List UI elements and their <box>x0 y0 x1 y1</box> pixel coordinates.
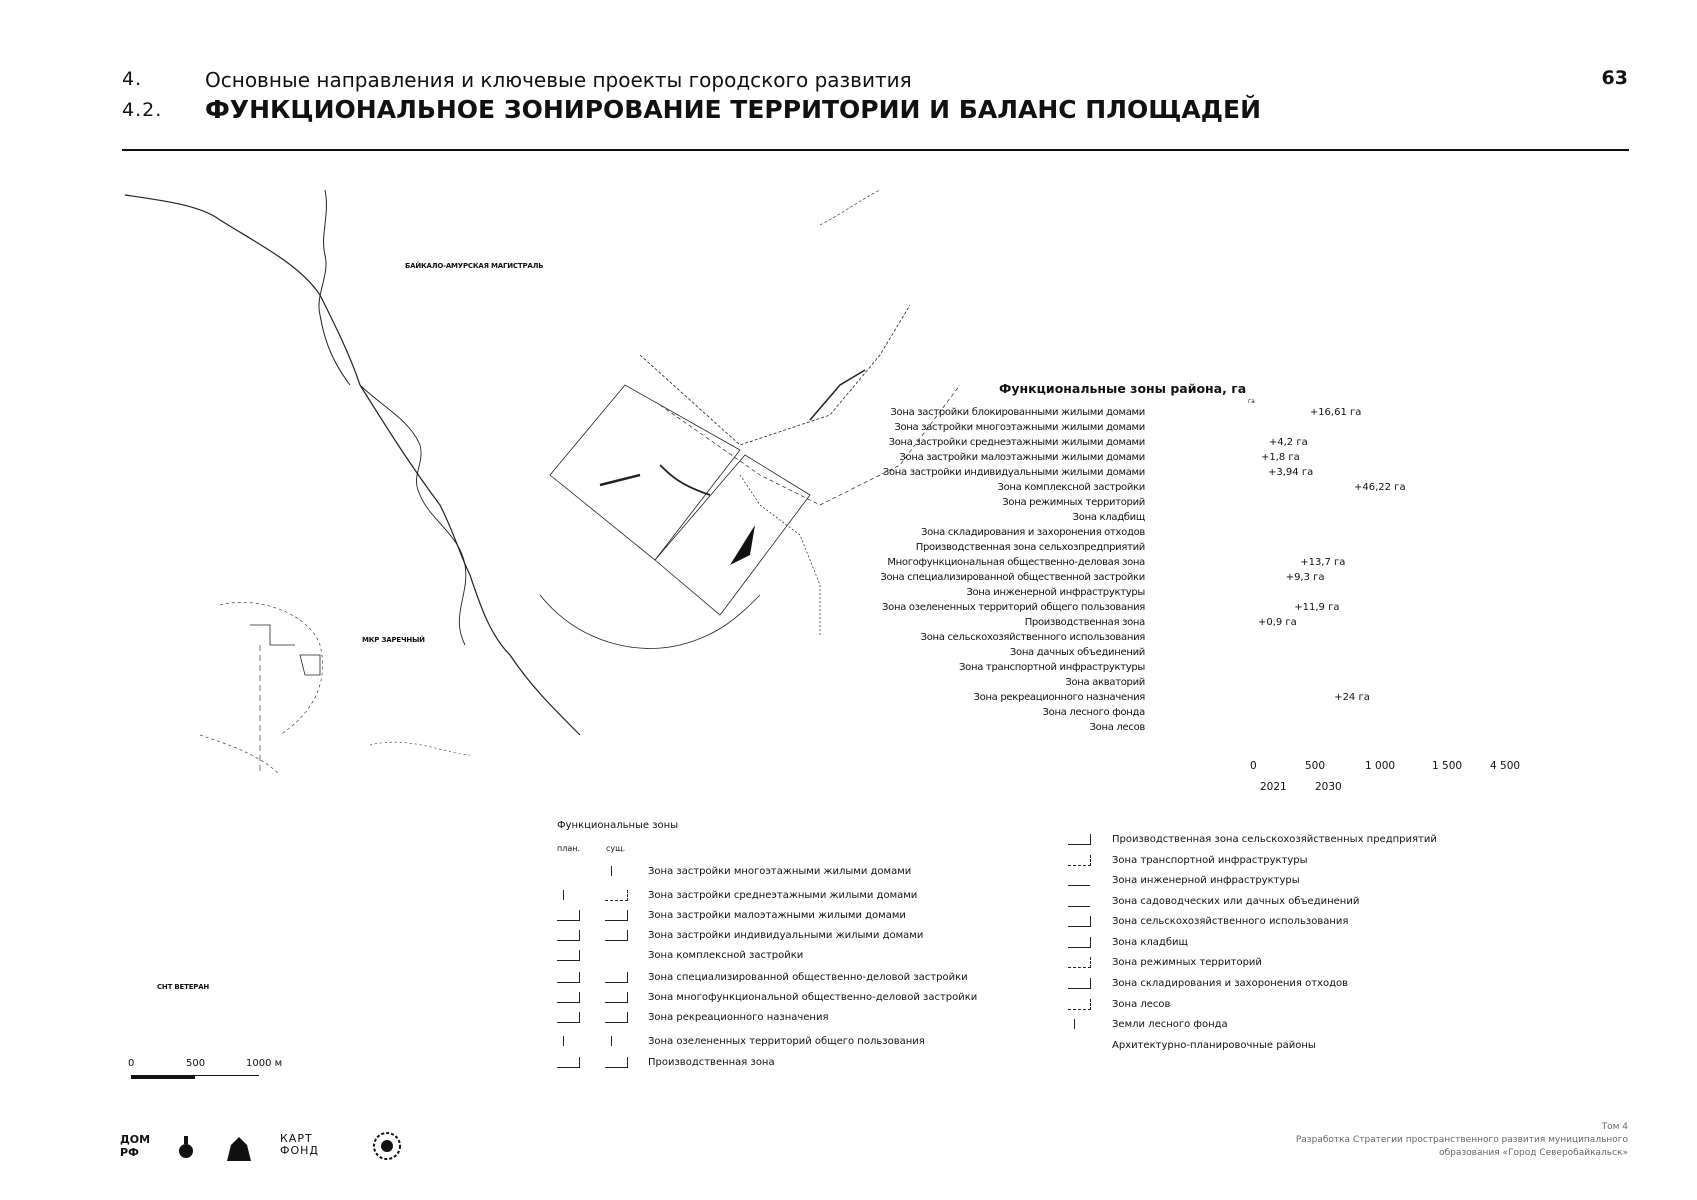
chart-category-label: Зона транспортной инфраструктуры <box>959 662 1145 673</box>
legend-swatch <box>605 972 628 983</box>
legend-item-label: Зона застройки индивидуальными жилыми домами <box>648 930 924 941</box>
chart-category-label: Зона сельскохозяйственного использования <box>920 632 1145 643</box>
legend-item <box>1068 1017 1548 1033</box>
legend-item <box>1068 914 1548 930</box>
chart-change-label: +16,61 га <box>1309 407 1362 418</box>
legend-item-label: Зона застройки малоэтажными жилыми домами <box>648 910 906 921</box>
legend-item <box>557 864 1007 880</box>
legend-col-plan: план. <box>557 844 581 853</box>
legend-item <box>1068 894 1548 910</box>
legend-swatch <box>557 1012 580 1023</box>
chart-row <box>882 600 1340 615</box>
chart-row <box>894 420 1245 435</box>
logo-kartfond: КАРТ ФОНД <box>280 1132 319 1157</box>
chart-category-label: Зона дачных объединений <box>1009 647 1145 658</box>
chart-row <box>882 465 1314 480</box>
legend-item <box>1068 832 1548 848</box>
scale-label-1000: 1000 м <box>246 1058 283 1069</box>
chart-x-tick: 0 <box>1250 760 1257 772</box>
chart-row <box>880 570 1325 585</box>
chart-legend-2021: 2021 <box>1260 781 1287 793</box>
chart-change-label: +9,3 га <box>1285 572 1325 583</box>
chart-category-label: Зона рекреационного назначения <box>973 692 1145 703</box>
legend-swatch <box>557 930 580 941</box>
legend-swatch <box>1068 1040 1090 1050</box>
legend-item-label: Зона сельскохозяйственного использования <box>1112 916 1349 927</box>
scale-label-500: 500 <box>186 1058 206 1069</box>
legend-swatch <box>605 1057 628 1068</box>
legend-swatch <box>557 1036 564 1046</box>
chart-row <box>900 540 1245 555</box>
header-divider <box>122 149 1629 151</box>
chart-category-label: Зона озелененных территорий общего пользования <box>882 602 1145 613</box>
chart-change-label: +11,9 га <box>1294 602 1340 613</box>
legend-item <box>557 928 1007 944</box>
chart-category-label: Зона застройки среднеэтажными жилыми домами <box>888 437 1145 448</box>
legend-swatch <box>605 890 628 901</box>
chart-category-label: Зона кладбищ <box>1072 512 1145 523</box>
chart-change-label: +4,2 га <box>1268 437 1308 448</box>
legend-swatch <box>1068 978 1091 989</box>
legend-swatch <box>1068 855 1091 866</box>
subsection-title: ФУНКЦИОНАЛЬНОЕ ЗОНИРОВАНИЕ ТЕРРИТОРИИ И БАЛАНС ПЛОЩАДЕЙ <box>205 95 1261 124</box>
legend-swatch <box>605 950 627 960</box>
scale-bar-segment <box>195 1075 259 1076</box>
chart-row <box>900 705 1245 720</box>
chart-unit-label: га <box>1248 398 1255 405</box>
legend-title: Функциональные зоны <box>557 820 679 831</box>
legend-item <box>557 948 1007 964</box>
legend-swatch <box>557 972 580 983</box>
chart-row <box>900 720 1245 735</box>
section-title: Основные направления и ключевые проекты городского развития <box>205 68 912 92</box>
chart-title: Функциональные зоны района, га <box>999 381 1247 396</box>
legend-item-label: Зона складирования и захоронения отходов <box>1112 978 1349 989</box>
legend-item <box>1068 1038 1548 1054</box>
legend-swatch <box>557 890 564 900</box>
legend-swatch <box>557 992 580 1003</box>
map-label-district: МКР ЗАРЕЧНЫЙ <box>362 636 425 644</box>
chart-row <box>888 435 1308 450</box>
legend-item-label: Производственная зона <box>648 1057 775 1068</box>
legend-col-exist: сущ. <box>606 844 626 853</box>
map-label-railway: БАЙКАЛО-АМУРСКАЯ МАГИСТРАЛЬ <box>405 262 544 270</box>
legend-item <box>557 1010 1007 1026</box>
chart-change-label: +24 га <box>1334 692 1370 703</box>
chart-category-label: Зона лесов <box>1089 722 1145 733</box>
legend-item-label: Зона инженерной инфраструктуры <box>1112 875 1300 886</box>
chart-change-label: +1,8 га <box>1260 452 1300 463</box>
chart-category-label: Производственная зона <box>1024 617 1145 628</box>
chart-legend-2030: 2030 <box>1315 781 1342 793</box>
chart-category-label: Зона режимных территорий <box>1002 497 1145 508</box>
legend-item <box>1068 976 1548 992</box>
legend-swatch <box>1068 875 1090 886</box>
chart-category-label: Зона лесного фонда <box>1042 707 1145 718</box>
chart-row <box>900 630 1245 645</box>
chart-category-label: Многофункциональная общественно-деловая зона <box>887 557 1145 568</box>
legend-swatch <box>557 950 580 961</box>
legend-item-label: Зона многофункциональной общественно-деловой застройки <box>648 992 978 1003</box>
legend-item-label: Зона лесов <box>1112 999 1171 1010</box>
legend-swatch <box>557 910 580 921</box>
legend-item-label: Зона специализированной общественно-деловой застройки <box>648 972 968 983</box>
legend-swatch <box>1068 937 1091 948</box>
legend-item-label: Зона транспортной инфраструктуры <box>1112 855 1308 866</box>
legend-item-label: Зона кладбищ <box>1112 937 1188 948</box>
chart-x-tick: 4 500 <box>1490 760 1521 772</box>
zoning-map <box>120 175 980 815</box>
legend-item-label: Зона озелененных территорий общего пользования <box>648 1036 925 1047</box>
emblem-icon <box>176 1133 196 1163</box>
chart-change-label: +0,9 га <box>1257 617 1297 628</box>
chart-x-tick: 1 500 <box>1432 760 1463 772</box>
legend-swatch <box>605 930 628 941</box>
chart-category-label: Зона комплексной застройки <box>997 482 1145 493</box>
chart-category-label: Зона специализированной общественной застройки <box>880 572 1145 583</box>
legend-swatch <box>557 1057 580 1068</box>
chart-row <box>887 555 1346 570</box>
chart-row <box>900 690 1370 705</box>
legend-swatch <box>605 866 612 876</box>
footer-line-1: Том 4 <box>1601 1122 1628 1132</box>
legend-item <box>1068 955 1548 971</box>
chart-row <box>900 510 1245 525</box>
legend-item <box>1068 853 1548 869</box>
legend-item <box>557 1055 1007 1071</box>
chart-category-label: Зона застройки индивидуальными жилыми домами <box>882 467 1145 478</box>
chart-row <box>899 450 1300 465</box>
chart-row <box>900 525 1245 540</box>
legend-item-label: Зона рекреационного назначения <box>648 1012 829 1023</box>
footer-credits <box>1208 1121 1628 1160</box>
logo-domrf: ДОМ РФ <box>120 1133 151 1159</box>
city-crest-icon <box>372 1130 402 1162</box>
legend-item-label: Зона застройки среднеэтажными жилыми домами <box>648 890 918 901</box>
chart-category-label: Производственная зона сельхозпредприятий <box>915 542 1145 553</box>
legend-swatch <box>605 992 628 1003</box>
legend-swatch <box>557 866 579 876</box>
footer-line-3: образования «Город Северобайкальск» <box>1439 1148 1628 1158</box>
chart-row <box>890 405 1362 420</box>
legend-swatch <box>605 1036 612 1046</box>
legend-item <box>557 990 1007 1006</box>
legend-item-label: Зона садоводческих или дачных объединений <box>1112 896 1360 907</box>
legend-item-label: Зона комплексной застройки <box>648 950 804 961</box>
chart-row <box>900 660 1245 675</box>
legend-item <box>1068 997 1548 1013</box>
legend-item <box>557 888 1007 904</box>
legend-swatch <box>605 1012 628 1023</box>
chart-change-label: +13,7 га <box>1300 557 1346 568</box>
footer-line-2: Разработка Стратегии пространственного развития муниципального <box>1295 1135 1628 1145</box>
chart-row <box>900 615 1297 630</box>
chart-category-label: Зона застройки многоэтажными жилыми домами <box>894 422 1145 433</box>
legend-item-label: Земли лесного фонда <box>1112 1019 1228 1030</box>
chart-row <box>900 480 1406 495</box>
legend-item-label: Производственная зона сельскохозяйственных предприятий <box>1112 834 1437 845</box>
legend-swatch <box>1068 916 1091 927</box>
legend-swatch <box>1068 957 1091 968</box>
chart-row <box>900 495 1245 510</box>
legend-item <box>1068 935 1548 951</box>
legend-swatch <box>1068 834 1091 845</box>
legend-item <box>557 970 1007 986</box>
legend-swatch <box>605 910 628 921</box>
chart-category-label: Зона застройки блокированными жилыми домами <box>890 407 1145 418</box>
chart-category-label: Зона инженерной инфраструктуры <box>966 587 1145 598</box>
chart-row <box>900 585 1245 600</box>
chart-category-label: Зона застройки малоэтажными жилыми домами <box>899 452 1145 463</box>
legend-swatch <box>1068 1019 1075 1029</box>
page-number: 63 <box>1601 67 1628 89</box>
legend-item <box>557 1034 1007 1050</box>
legend-item-label: Архитектурно-планировочные районы <box>1112 1040 1316 1051</box>
legend-item-label: Зона режимных территорий <box>1112 957 1262 968</box>
scale-label-0: 0 <box>128 1058 135 1069</box>
subsection-number: 4.2. <box>122 99 163 121</box>
legend-swatch <box>1068 999 1091 1010</box>
chart-category-label: Зона складирования и захоронения отходов <box>920 527 1145 538</box>
chart-change-label: +3,94 га <box>1268 467 1314 478</box>
coat-of-arms-icon <box>225 1133 253 1163</box>
scale-bar <box>131 1075 195 1079</box>
chart-row <box>900 675 1245 690</box>
chart-row <box>900 645 1245 660</box>
chart-x-tick: 1 000 <box>1365 760 1396 772</box>
chart-category-label: Зона акваторий <box>1065 677 1145 688</box>
section-number: 4. <box>122 68 143 90</box>
map-label-snt: СНТ ВЕТЕРАН <box>157 983 210 991</box>
legend-item-label: Зона застройки многоэтажными жилыми домами <box>648 866 912 877</box>
legend-item <box>1068 873 1548 889</box>
chart-change-label: +46,22 га <box>1354 482 1406 493</box>
chart-x-tick: 500 <box>1305 760 1326 772</box>
legend-item <box>557 908 1007 924</box>
legend-swatch <box>1068 896 1090 907</box>
